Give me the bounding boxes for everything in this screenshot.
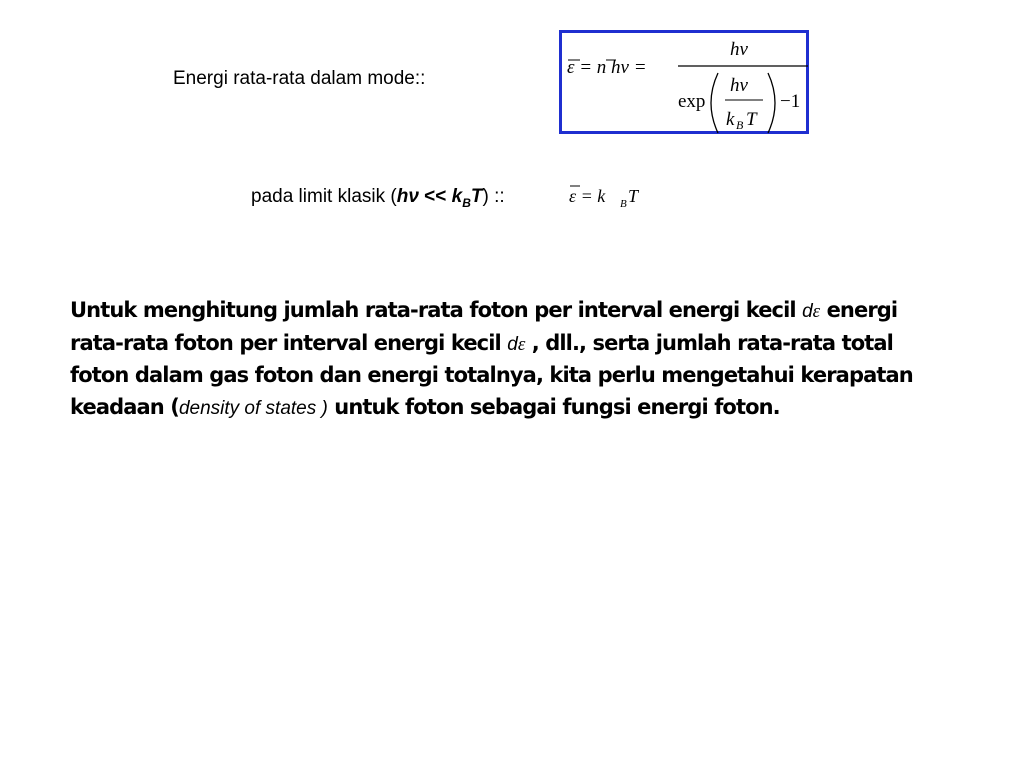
density-of-states-paragraph bbox=[70, 295, 950, 424]
inner-den-k: k bbox=[726, 109, 735, 130]
d-epsilon-2-eps: ε bbox=[517, 333, 526, 355]
average-energy-formula-box bbox=[559, 30, 809, 134]
para-part-3: , dll., serta jumlah rata-rata total foton dalam gas foton dan energi totalnya, kita perlu mengetahui kerapatan keadaan ( bbox=[70, 330, 913, 419]
d-epsilon-1-eps: ε bbox=[812, 301, 821, 322]
classic-eq-lhs: ε = k bbox=[569, 186, 606, 206]
formula-numerator: hν bbox=[730, 39, 748, 60]
inner-numerator: hν bbox=[730, 75, 748, 96]
cond-less-than: << bbox=[418, 186, 452, 207]
cond-T: T bbox=[470, 186, 483, 207]
d-epsilon-1-d: d bbox=[802, 301, 813, 322]
formula-lhs: ε = n hν = bbox=[567, 57, 647, 78]
classical-prefix: pada limit klasik ( bbox=[251, 186, 397, 207]
inner-den-sub: B bbox=[736, 118, 744, 132]
classical-limit-line bbox=[251, 186, 505, 210]
average-energy-formula bbox=[562, 33, 812, 137]
para-part-4: untuk foton sebagai fungsi energi foton. bbox=[327, 394, 780, 419]
exp-word: exp bbox=[678, 91, 706, 112]
d-epsilon-1 bbox=[802, 301, 820, 322]
left-paren bbox=[711, 73, 718, 133]
cond-sub-b: B bbox=[462, 195, 471, 210]
mode-energy-label: Energi rata-rata dalam mode:: bbox=[173, 68, 426, 89]
para-part-2: energi rata-rata foton per interval energi kecil bbox=[70, 298, 898, 355]
d-epsilon-2 bbox=[507, 334, 525, 355]
inner-den-T: T bbox=[746, 109, 757, 130]
density-of-states-term: density of states ) bbox=[178, 397, 328, 419]
classical-limit-equation bbox=[566, 180, 656, 212]
classic-eq-sub: B bbox=[620, 198, 627, 210]
minus-one: −1 bbox=[780, 91, 801, 112]
cond-k: k bbox=[451, 186, 463, 207]
para-part-1: Untuk menghitung jumlah rata-rata foton per interval energi kecil bbox=[70, 298, 803, 322]
classic-eq-T: T bbox=[628, 186, 639, 206]
right-paren bbox=[768, 73, 775, 133]
d-epsilon-2-d: d bbox=[507, 333, 518, 355]
cond-h-nu: hν bbox=[396, 186, 419, 207]
classical-suffix: ) :: bbox=[482, 186, 505, 207]
